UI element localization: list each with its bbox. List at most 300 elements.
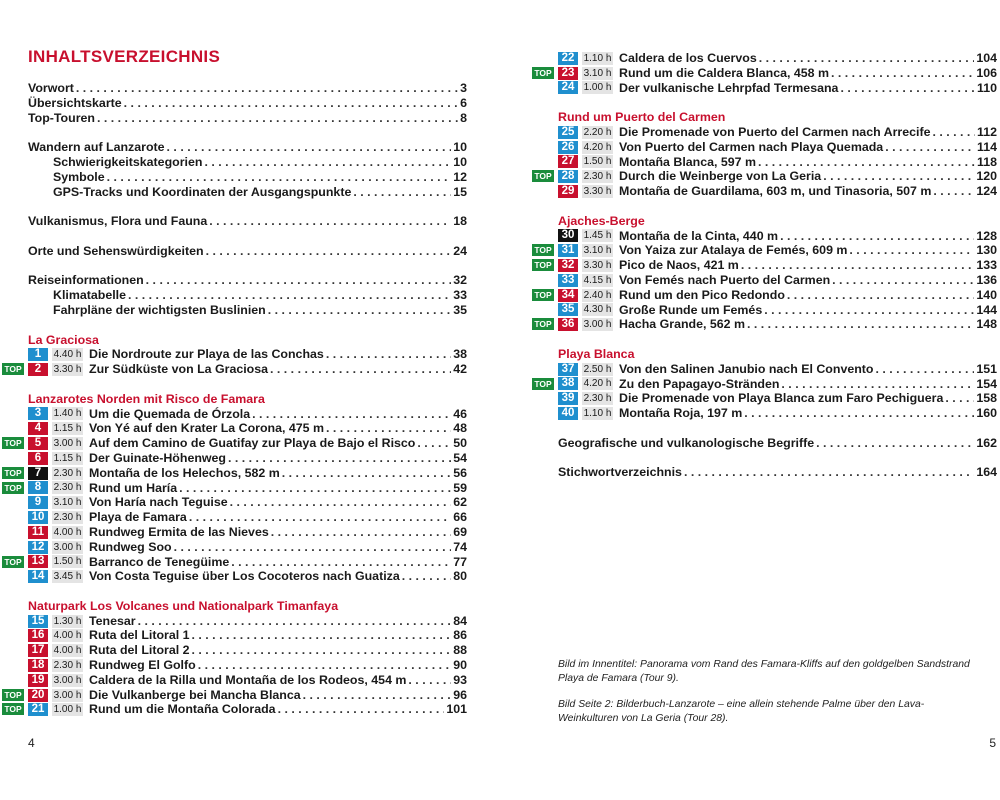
toc-entry[interactable]	[28, 273, 467, 288]
tour-entry[interactable]	[4, 702, 467, 717]
toc-entry-label: Übersichtskarte	[28, 95, 122, 110]
tour-duration: 1.50 h	[53, 556, 82, 568]
tour-title: Auf dem Camino de Guatifay zur Playa de Bajo el Risco	[89, 436, 416, 451]
tour-title: Von Puerto del Carmen nach Playa Quemada	[619, 139, 884, 154]
tour-duration: 1.45 h	[583, 230, 612, 242]
tour-title: Rund um Haría	[89, 480, 178, 495]
spacer	[28, 229, 467, 244]
toc-title: INHALTSVERZEICHNIS	[28, 47, 221, 66]
tour-page: 136	[976, 272, 997, 287]
tour-entry[interactable]	[558, 184, 997, 199]
tour-number: 40	[558, 407, 578, 420]
region-heading: Playa Blanca	[558, 346, 635, 361]
tour-title: Rund um die Caldera Blanca, 458 m	[619, 65, 830, 80]
tour-duration: 4.20 h	[583, 378, 612, 390]
left-toc-column	[4, 81, 467, 717]
spacer	[558, 421, 997, 436]
dot-leader	[832, 273, 974, 288]
tour-page: 48	[453, 421, 467, 436]
dot-leader	[282, 466, 451, 481]
tour-number: 19	[28, 674, 48, 687]
dot-leader	[268, 303, 451, 318]
tour-number: 6	[28, 452, 48, 465]
tour-number: 37	[558, 363, 578, 376]
dot-leader	[192, 643, 452, 658]
tour-entry[interactable]	[558, 229, 997, 244]
tour-duration: 2.30 h	[53, 482, 82, 494]
dot-leader	[179, 481, 451, 496]
toc-entry-label: Vorwort	[28, 81, 74, 95]
spacer	[558, 332, 997, 347]
tour-duration: 4.00 h	[53, 645, 82, 657]
dot-leader	[124, 96, 458, 111]
tour-title: Der Guinate-Höhenweg	[89, 450, 226, 465]
tour-page: 112	[977, 124, 997, 139]
region-heading: Ajaches-Berge	[558, 213, 645, 228]
tour-page: 90	[453, 658, 467, 673]
tour-entry[interactable]	[534, 243, 997, 258]
tour-entry[interactable]	[28, 347, 467, 362]
tour-number: 28	[558, 170, 578, 183]
tour-page: 54	[453, 450, 467, 465]
tour-title: Von den Salinen Janubio nach El Convento	[619, 361, 874, 376]
spacer	[558, 199, 997, 214]
tour-page: 69	[453, 524, 467, 539]
dot-leader	[278, 702, 445, 717]
dot-leader	[189, 510, 451, 525]
tour-page: 50	[453, 436, 467, 451]
tour-duration: 3.10 h	[583, 67, 612, 79]
region-heading: Lanzarotes Norden mit Risco de Famara	[28, 391, 265, 406]
dot-leader	[840, 81, 975, 96]
toc-entry-label: Vulkanismus, Flora und Fauna	[28, 214, 208, 229]
dot-leader	[228, 451, 451, 466]
tour-duration: 3.45 h	[53, 571, 82, 583]
dot-leader	[128, 288, 451, 303]
tour-page: 77	[453, 554, 467, 569]
tour-duration: 3.00 h	[53, 438, 82, 450]
region-heading: Naturpark Los Volcanes und Nationalpark Timanfaya	[28, 598, 339, 613]
toc-entry-label: Wandern auf Lanzarote	[28, 140, 165, 155]
tour-page: 101	[446, 702, 467, 717]
tour-entry[interactable]	[28, 540, 467, 555]
dot-leader	[97, 111, 458, 126]
tour-duration: 2.20 h	[583, 126, 612, 138]
tour-number: 29	[558, 185, 578, 198]
dot-leader	[823, 169, 974, 184]
tour-title: Montaña de Guardilama, 603 m, und Tinasoria, 507 m	[619, 184, 932, 199]
tour-entry[interactable]	[28, 658, 467, 673]
tour-number: 23	[558, 67, 578, 80]
tour-entry[interactable]	[4, 480, 467, 496]
tour-entry[interactable]	[534, 65, 997, 81]
dot-leader	[741, 258, 974, 273]
tour-page: 151	[976, 361, 997, 376]
tour-duration: 2.30 h	[583, 393, 612, 405]
tour-title: Playa de Famara	[89, 510, 187, 525]
toc-entry[interactable]	[558, 436, 997, 451]
dot-leader	[252, 407, 451, 422]
tour-entry[interactable]	[28, 628, 467, 643]
tour-page: 140	[976, 287, 997, 302]
toc-entry-page: 10	[453, 140, 467, 155]
dot-leader	[831, 66, 974, 81]
tour-duration: 1.30 h	[53, 615, 82, 627]
dot-leader	[353, 185, 451, 200]
dot-leader	[231, 555, 451, 570]
tour-number: 3	[28, 407, 48, 420]
dot-leader	[945, 391, 974, 406]
tour-duration: 4.40 h	[53, 349, 82, 361]
tour-number: 2	[28, 363, 48, 376]
spacer	[28, 584, 467, 599]
tour-number: 39	[558, 392, 578, 405]
tour-number: 9	[28, 496, 48, 509]
tour-duration: 4.15 h	[583, 274, 612, 286]
tour-page: 128	[976, 228, 997, 243]
dot-leader	[849, 243, 974, 258]
top-badge: TOP	[2, 482, 24, 494]
tour-number: 31	[558, 244, 578, 257]
caption-title-image: Bild im Innentitel: Panorama vom Rand des Famara-Kliffs auf den goldgelben Sandstrand Playa de Famara (Tour 9).	[558, 659, 970, 684]
toc-entry-page: 24	[453, 243, 467, 258]
tour-page: 144	[976, 302, 997, 317]
dot-leader	[206, 244, 452, 259]
toc-entry[interactable]	[28, 288, 467, 303]
tour-number: 27	[558, 155, 578, 168]
dot-leader	[876, 362, 975, 377]
tour-page: 154	[976, 376, 997, 391]
tour-page: 160	[976, 406, 997, 421]
dot-leader	[146, 273, 452, 288]
toc-entry[interactable]	[28, 214, 467, 229]
toc-entry-page: 33	[453, 288, 467, 303]
tour-entry[interactable]	[28, 569, 467, 584]
tour-number: 32	[558, 259, 578, 272]
tour-duration: 2.50 h	[583, 363, 612, 375]
tour-number: 18	[28, 659, 48, 672]
spacer	[28, 318, 467, 333]
toc-entry[interactable]	[28, 140, 467, 155]
top-badge: TOP	[532, 318, 554, 330]
tour-title: Caldera de la Rilla und Montaña de los Rodeos, 454 m	[89, 672, 407, 687]
tour-entry[interactable]	[4, 554, 467, 570]
tour-title: Die Promenade von Puerto del Carmen nach Arrecife	[619, 124, 931, 139]
tour-duration: 3.00 h	[53, 689, 82, 701]
dot-leader	[271, 525, 451, 540]
caption-page-2-image: Bild Seite 2: Bilderbuch-Lanzarote – eine allein stehende Palme über den Lava-Weinkulturen von La Geria (Tour 28).	[558, 699, 925, 724]
top-badge: TOP	[532, 289, 554, 301]
toc-entry-page: 3	[460, 81, 467, 95]
tour-title: Hacha Grande, 562 m	[619, 317, 746, 332]
tour-title: Rund um den Pico Redondo	[619, 287, 785, 302]
tour-entry[interactable]	[28, 614, 467, 629]
tour-duration: 2.30 h	[53, 659, 82, 671]
tour-entry[interactable]	[534, 376, 997, 392]
tour-duration: 2.30 h	[53, 467, 82, 479]
tour-duration: 2.30 h	[583, 171, 612, 183]
tour-page: 133	[976, 258, 997, 273]
tour-entry[interactable]	[28, 643, 467, 658]
tour-page: 120	[976, 169, 997, 184]
tour-title: Der vulkanische Lehrpfad Termesana	[619, 80, 839, 95]
tour-number: 33	[558, 274, 578, 287]
page-number-right: 5	[989, 736, 996, 750]
toc-entry[interactable]	[28, 96, 467, 111]
toc-entry-label: Stichwortverzeichnis	[558, 465, 682, 480]
tour-number: 21	[28, 703, 48, 716]
tour-entry[interactable]	[28, 510, 467, 525]
tour-number: 14	[28, 570, 48, 583]
tour-title: Durch die Weinberge von La Geria	[619, 169, 822, 184]
tour-entry[interactable]	[28, 525, 467, 540]
toc-entry-page: 18	[453, 214, 467, 229]
toc-entry-label: Top-Touren	[28, 110, 95, 125]
tour-duration: 1.10 h	[583, 408, 612, 420]
toc-entry-page: 32	[453, 273, 467, 288]
tour-title: Barranco de Tenegüime	[89, 554, 230, 569]
top-badge: TOP	[2, 467, 24, 479]
tour-title: Große Runde um Femés	[619, 302, 763, 317]
tour-number: 35	[558, 303, 578, 316]
tour-duration: 3.00 h	[53, 674, 82, 686]
tour-title: Pico de Naos, 421 m	[619, 258, 739, 273]
toc-entry-page: 162	[976, 435, 997, 450]
tour-duration: 3.30 h	[583, 186, 612, 198]
dot-leader	[192, 628, 452, 643]
tour-title: Die Vulkanberge bei Mancha Blanca	[89, 687, 301, 702]
toc-entry[interactable]	[28, 81, 467, 96]
tour-title: Caldera de los Cuervos	[619, 51, 757, 65]
dot-leader	[402, 569, 451, 584]
tour-number: 25	[558, 126, 578, 139]
tour-entry[interactable]	[28, 407, 467, 422]
dot-leader	[408, 673, 451, 688]
dot-leader	[107, 170, 452, 185]
tour-title: Die Nordroute zur Playa de las Conchas	[89, 347, 324, 362]
toc-entry[interactable]	[558, 465, 997, 480]
tour-entry[interactable]	[28, 673, 467, 688]
dot-leader	[303, 688, 452, 703]
tour-number: 26	[558, 141, 578, 154]
dot-leader	[326, 347, 451, 362]
tour-number: 24	[558, 81, 578, 94]
tour-title: Montaña de los Helechos, 582 m	[89, 465, 280, 480]
tour-title: Von Yaiza zur Atalaya de Femés, 609 m	[619, 243, 848, 258]
toc-entry-page: 10	[453, 154, 467, 169]
region-heading: La Graciosa	[28, 332, 99, 347]
toc-entry-label: Symbole	[53, 169, 105, 184]
top-badge: TOP	[2, 363, 24, 375]
dot-leader	[747, 317, 974, 332]
tour-page: 148	[976, 317, 997, 332]
tour-page: 74	[453, 539, 467, 554]
top-badge: TOP	[2, 703, 24, 715]
tour-title: Ruta del Litoral 1	[89, 628, 190, 643]
tour-number: 13	[28, 555, 48, 568]
tour-number: 34	[558, 289, 578, 302]
top-badge: TOP	[532, 259, 554, 271]
toc-entry-label: Klimatabelle	[53, 288, 126, 303]
tour-entry[interactable]	[558, 303, 997, 318]
spacer	[28, 125, 467, 140]
spacer	[558, 451, 997, 466]
tour-page: 110	[977, 80, 997, 95]
tour-number: 8	[28, 481, 48, 494]
dot-leader	[744, 406, 974, 421]
dot-leader	[787, 288, 974, 303]
tour-number: 4	[28, 422, 48, 435]
tour-page: 118	[977, 154, 997, 169]
dot-leader	[781, 377, 974, 392]
tour-page: 66	[453, 510, 467, 525]
tour-entry[interactable]	[534, 317, 997, 332]
tour-duration: 1.15 h	[53, 452, 82, 464]
tour-entry[interactable]	[534, 258, 997, 273]
tour-title: Um die Quemada de Órzola	[89, 406, 251, 421]
tour-entry[interactable]	[4, 436, 467, 451]
tour-entry[interactable]	[558, 362, 997, 377]
tour-duration: 3.00 h	[583, 319, 612, 331]
tour-entry[interactable]	[28, 451, 467, 466]
tour-duration: 1.10 h	[583, 52, 612, 64]
tour-entry[interactable]	[28, 495, 467, 510]
tour-number: 22	[558, 52, 578, 65]
toc-entry-page: 8	[460, 110, 467, 125]
toc-entry[interactable]	[28, 111, 467, 126]
tour-number: 20	[28, 689, 48, 702]
tour-page: 84	[453, 613, 467, 628]
tour-number: 17	[28, 644, 48, 657]
tour-page: 106	[976, 65, 997, 80]
spacer	[558, 95, 997, 110]
tour-title: Rundweg Ermita de las Nieves	[89, 524, 269, 539]
tour-duration: 3.10 h	[53, 497, 82, 509]
toc-entry-label: Fahrpläne der wichtigsten Buslinien	[53, 302, 266, 317]
spacer	[28, 199, 467, 214]
toc-entry[interactable]	[28, 155, 467, 170]
tour-page: 38	[453, 347, 467, 362]
toc-entry[interactable]	[28, 303, 467, 318]
dot-leader	[764, 303, 974, 318]
tour-title: Tenesar	[89, 613, 136, 628]
dot-leader	[780, 229, 974, 244]
top-badge: TOP	[532, 67, 554, 79]
tour-entry[interactable]	[4, 362, 467, 377]
tour-number: 38	[558, 377, 578, 390]
dot-leader	[198, 658, 452, 673]
tour-entry[interactable]	[4, 465, 467, 481]
tour-number: 12	[28, 541, 48, 554]
tour-page: 88	[453, 643, 467, 658]
dot-leader	[932, 125, 975, 140]
tour-number: 7	[28, 467, 48, 480]
top-badge: TOP	[2, 689, 24, 701]
dot-leader	[209, 214, 451, 229]
tour-page: 56	[453, 465, 467, 480]
page-number-left: 4	[28, 736, 35, 750]
tour-duration: 1.15 h	[53, 423, 82, 435]
top-badge: TOP	[2, 556, 24, 568]
tour-entry[interactable]	[4, 687, 467, 703]
tour-entry[interactable]	[558, 81, 997, 96]
tour-duration: 3.10 h	[583, 245, 612, 257]
tour-title: Montaña Roja, 197 m	[619, 406, 743, 421]
dot-leader	[417, 436, 451, 451]
toc-entry-label: Orte und Sehenswürdigkeiten	[28, 243, 204, 258]
dot-leader	[204, 155, 451, 170]
tour-duration: 3.00 h	[53, 541, 82, 553]
toc-entry-page: 164	[976, 465, 997, 480]
tour-entry[interactable]	[558, 125, 997, 140]
tour-entry[interactable]	[534, 169, 997, 184]
toc-entry[interactable]	[28, 185, 467, 200]
tour-title: Von Haría nach Teguise	[89, 495, 228, 510]
tour-entry[interactable]	[558, 51, 997, 66]
tour-duration: 4.20 h	[583, 141, 612, 153]
tour-duration: 1.40 h	[53, 408, 82, 420]
tour-page: 124	[976, 184, 997, 199]
tour-entry[interactable]	[558, 155, 997, 170]
tour-title: Von Femés nach Puerto del Carmen	[619, 272, 831, 287]
toc-entry-label: Geografische und vulkanologische Begriffe	[558, 435, 815, 450]
tour-duration: 1.00 h	[53, 704, 82, 716]
tour-page: 59	[453, 480, 467, 495]
tour-duration: 1.50 h	[583, 156, 612, 168]
dot-leader	[138, 614, 452, 629]
tour-entry[interactable]	[558, 406, 997, 421]
top-badge: TOP	[532, 170, 554, 182]
tour-page: 96	[453, 687, 467, 702]
tour-page: 114	[977, 139, 997, 154]
tour-duration: 3.30 h	[53, 364, 82, 376]
tour-page: 62	[453, 495, 467, 510]
top-badge: TOP	[2, 437, 24, 449]
tour-entry[interactable]	[28, 421, 467, 436]
top-badge: TOP	[532, 378, 554, 390]
tour-entry[interactable]	[558, 140, 997, 155]
tour-entry[interactable]	[534, 287, 997, 303]
tour-title: Rund um die Montaña Colorada	[89, 702, 276, 717]
tour-page: 93	[453, 672, 467, 687]
dot-leader	[270, 362, 451, 377]
toc-entry[interactable]	[28, 170, 467, 185]
toc-entry-label: GPS-Tracks und Koordinaten der Ausgangspunkte	[53, 184, 352, 199]
tour-number: 1	[28, 348, 48, 361]
tour-page: 42	[453, 362, 467, 377]
tour-number: 36	[558, 318, 578, 331]
tour-entry[interactable]	[558, 273, 997, 288]
tour-number: 16	[28, 629, 48, 642]
tour-entry[interactable]	[558, 391, 997, 406]
tour-title: Montaña Blanca, 597 m	[619, 154, 757, 169]
tour-page: 46	[453, 406, 467, 421]
right-page	[500, 0, 1000, 800]
toc-entry-page: 35	[453, 302, 467, 317]
tour-number: 15	[28, 615, 48, 628]
tour-page: 80	[453, 569, 467, 584]
region-heading: Rund um Puerto del Carmen	[558, 110, 726, 125]
dot-leader	[76, 81, 458, 96]
dot-leader	[759, 51, 975, 66]
tour-page: 86	[453, 628, 467, 643]
tour-title: Rundweg Soo	[89, 539, 172, 554]
tour-duration: 2.40 h	[583, 289, 612, 301]
tour-page: 158	[976, 391, 997, 406]
tour-title: Ruta del Litoral 2	[89, 643, 190, 658]
toc-entry[interactable]	[28, 244, 467, 259]
dot-leader	[816, 436, 974, 451]
